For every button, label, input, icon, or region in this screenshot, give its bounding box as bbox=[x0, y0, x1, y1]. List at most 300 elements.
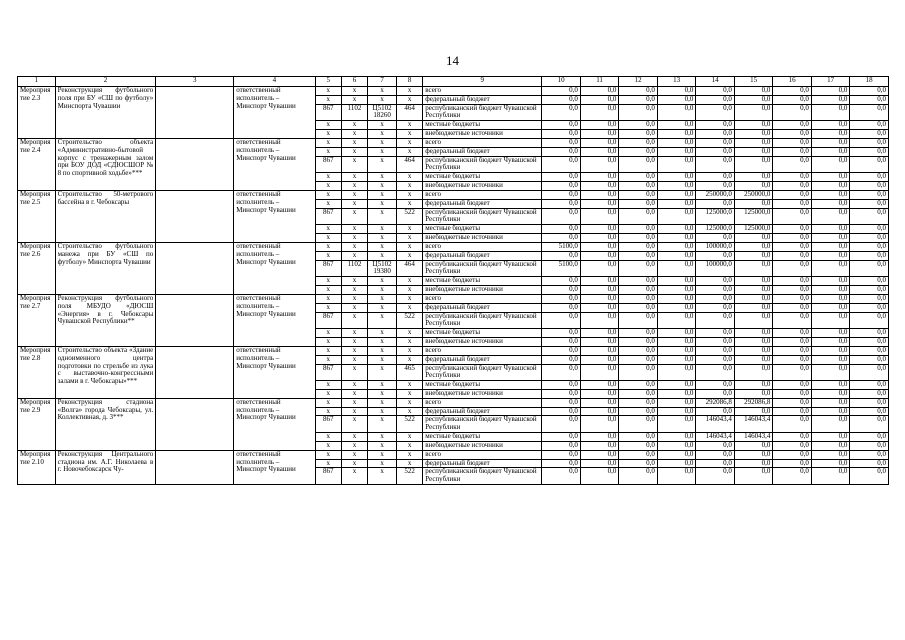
measure-name: Строительство объекта «Здание одноименного центра подготовки по стрельбе из лука с выставочно-конгрессными залами в г. Чебоксары»*** bbox=[55, 346, 156, 398]
funding-value: 0,0 bbox=[657, 312, 696, 329]
budget-code-c7: x bbox=[368, 381, 397, 390]
funding-value: 0,0 bbox=[542, 312, 581, 329]
funding-source: местные бюджеты bbox=[423, 121, 542, 130]
funding-value: 0,0 bbox=[580, 182, 619, 191]
budget-code-c8: 464 bbox=[397, 104, 423, 121]
funding-value: 292086,8 bbox=[696, 398, 735, 407]
funding-value: 0,0 bbox=[657, 277, 696, 286]
column-number: 18 bbox=[850, 77, 889, 87]
funding-value: 0,0 bbox=[773, 338, 812, 347]
budget-code-c5: x bbox=[315, 199, 341, 208]
funding-value: 0,0 bbox=[773, 459, 812, 468]
funding-value: 0,0 bbox=[542, 389, 581, 398]
funding-value: 0,0 bbox=[850, 303, 889, 312]
budget-code-c8: x bbox=[397, 355, 423, 364]
funding-value: 0,0 bbox=[850, 346, 889, 355]
funding-source: федеральный бюджет bbox=[423, 407, 542, 416]
funding-value: 0,0 bbox=[580, 121, 619, 130]
funding-value: 0,0 bbox=[696, 312, 735, 329]
budget-code-c8: x bbox=[397, 398, 423, 407]
funding-value: 0,0 bbox=[850, 156, 889, 173]
funding-value: 0,0 bbox=[734, 294, 773, 303]
funding-value: 0,0 bbox=[542, 225, 581, 234]
funding-value: 0,0 bbox=[811, 407, 850, 416]
funding-source: всего bbox=[423, 450, 542, 459]
funding-value: 0,0 bbox=[850, 459, 889, 468]
funding-source: республиканский бюджет Чувашской Республики bbox=[423, 312, 542, 329]
funding-value: 0,0 bbox=[619, 312, 658, 329]
table-row bbox=[18, 450, 889, 459]
column-number: 3 bbox=[156, 77, 234, 87]
budget-code-c5: 867 bbox=[315, 364, 341, 381]
funding-source: местные бюджеты bbox=[423, 329, 542, 338]
budget-code-c6: x bbox=[341, 329, 367, 338]
participant-cell bbox=[156, 294, 234, 346]
funding-value: 0,0 bbox=[542, 329, 581, 338]
funding-value: 146043,4 bbox=[696, 433, 735, 442]
funding-value: 0,0 bbox=[619, 130, 658, 139]
funding-value: 0,0 bbox=[657, 95, 696, 104]
participant-cell bbox=[156, 138, 234, 190]
budget-code-c6: x bbox=[341, 208, 367, 225]
funding-value: 0,0 bbox=[773, 87, 812, 96]
funding-value: 0,0 bbox=[850, 450, 889, 459]
funding-value: 0,0 bbox=[850, 312, 889, 329]
funding-value: 0,0 bbox=[619, 416, 658, 433]
budget-code-c6: x bbox=[341, 251, 367, 260]
budget-code-c7: x bbox=[368, 294, 397, 303]
funding-value: 0,0 bbox=[580, 234, 619, 243]
funding-value: 0,0 bbox=[811, 173, 850, 182]
funding-value: 0,0 bbox=[811, 459, 850, 468]
measure-id: Мероприятие 2.9 bbox=[18, 398, 56, 450]
funding-value: 0,0 bbox=[619, 459, 658, 468]
budget-code-c5: x bbox=[315, 251, 341, 260]
funding-value: 0,0 bbox=[580, 303, 619, 312]
funding-value: 0,0 bbox=[773, 173, 812, 182]
executor-org: Минспорт Чувашии bbox=[236, 413, 296, 422]
funding-value: 0,0 bbox=[811, 450, 850, 459]
funding-value: 0,0 bbox=[657, 173, 696, 182]
funding-value: 0,0 bbox=[734, 251, 773, 260]
funding-value: 0,0 bbox=[542, 407, 581, 416]
executor-org: Минспорт Чувашии bbox=[236, 465, 296, 474]
funding-value: 0,0 bbox=[850, 407, 889, 416]
executor-org: Минспорт Чувашии bbox=[236, 101, 296, 110]
funding-value: 0,0 bbox=[657, 355, 696, 364]
funding-value: 0,0 bbox=[850, 208, 889, 225]
funding-source: местные бюджеты bbox=[423, 277, 542, 286]
funding-value: 0,0 bbox=[850, 441, 889, 450]
budget-code-c6: x bbox=[341, 407, 367, 416]
executor-org: Минспорт Чувашии bbox=[236, 153, 296, 162]
funding-value: 0,0 bbox=[734, 346, 773, 355]
funding-value: 0,0 bbox=[850, 87, 889, 96]
budget-code-c6: x bbox=[341, 242, 367, 251]
budget-code-c7: Ц5102 19380 bbox=[368, 260, 397, 277]
funding-value: 0,0 bbox=[850, 277, 889, 286]
funding-value: 0,0 bbox=[696, 147, 735, 156]
budget-code-c5: x bbox=[315, 294, 341, 303]
funding-value: 0,0 bbox=[619, 441, 658, 450]
funding-value: 0,0 bbox=[657, 208, 696, 225]
funding-value: 0,0 bbox=[734, 182, 773, 191]
budget-code-c8: x bbox=[397, 441, 423, 450]
funding-value: 0,0 bbox=[696, 156, 735, 173]
funding-value: 0,0 bbox=[619, 303, 658, 312]
budget-code-c7: x bbox=[368, 147, 397, 156]
funding-value: 0,0 bbox=[734, 138, 773, 147]
funding-value: 0,0 bbox=[580, 156, 619, 173]
funding-value: 0,0 bbox=[619, 286, 658, 295]
funding-source: федеральный бюджет bbox=[423, 147, 542, 156]
column-number: 5 bbox=[315, 77, 341, 87]
funding-value: 0,0 bbox=[542, 398, 581, 407]
measure-id: Мероприятие 2.3 bbox=[18, 87, 56, 139]
measure-id: Мероприятие 2.6 bbox=[18, 242, 56, 294]
funding-value: 0,0 bbox=[580, 441, 619, 450]
funding-value: 0,0 bbox=[619, 277, 658, 286]
budget-code-c5: x bbox=[315, 95, 341, 104]
executor-cell bbox=[234, 242, 315, 294]
funding-value: 0,0 bbox=[850, 329, 889, 338]
budget-code-c5: 867 bbox=[315, 104, 341, 121]
budget-code-c7: x bbox=[368, 364, 397, 381]
budget-code-c7: x bbox=[368, 407, 397, 416]
funding-value: 0,0 bbox=[580, 355, 619, 364]
funding-value: 0,0 bbox=[850, 138, 889, 147]
funding-value: 0,0 bbox=[619, 225, 658, 234]
executor-role: ответственный исполнитель – bbox=[236, 450, 281, 466]
funding-value: 0,0 bbox=[811, 381, 850, 390]
column-number: 9 bbox=[423, 77, 542, 87]
column-number: 15 bbox=[734, 77, 773, 87]
funding-source: федеральный бюджет bbox=[423, 303, 542, 312]
funding-value: 0,0 bbox=[696, 468, 735, 485]
funding-value: 0,0 bbox=[580, 87, 619, 96]
funding-value: 0,0 bbox=[619, 95, 658, 104]
funding-value: 0,0 bbox=[734, 364, 773, 381]
funding-value: 0,0 bbox=[811, 130, 850, 139]
budget-code-c5: x bbox=[315, 138, 341, 147]
funding-value: 0,0 bbox=[619, 338, 658, 347]
budget-code-c6: x bbox=[341, 398, 367, 407]
budget-code-c8: x bbox=[397, 234, 423, 243]
budget-code-c8: x bbox=[397, 242, 423, 251]
funding-source: внебюджетные источники bbox=[423, 234, 542, 243]
funding-value: 0,0 bbox=[773, 182, 812, 191]
funding-value: 0,0 bbox=[773, 329, 812, 338]
measure-name: Реконструкция футбольного поля МБУДО «ДЮСШ «Энергия» в г. Чебоксары Чувашской Республики** bbox=[55, 294, 156, 346]
budget-code-c8: x bbox=[397, 381, 423, 390]
funding-value: 0,0 bbox=[619, 346, 658, 355]
funding-value: 0,0 bbox=[619, 398, 658, 407]
executor-role: ответственный исполнитель – bbox=[236, 346, 281, 362]
funding-value: 0,0 bbox=[657, 329, 696, 338]
funding-value: 0,0 bbox=[657, 398, 696, 407]
column-number: 8 bbox=[397, 77, 423, 87]
budget-code-c8: x bbox=[397, 294, 423, 303]
funding-value: 0,0 bbox=[580, 138, 619, 147]
funding-value: 0,0 bbox=[850, 225, 889, 234]
budget-code-c6: x bbox=[341, 277, 367, 286]
executor-cell bbox=[234, 398, 315, 450]
funding-value: 0,0 bbox=[850, 355, 889, 364]
funding-value: 0,0 bbox=[850, 286, 889, 295]
funding-value: 0,0 bbox=[580, 459, 619, 468]
column-number: 13 bbox=[657, 77, 696, 87]
budget-code-c7: x bbox=[368, 208, 397, 225]
funding-source: местные бюджеты bbox=[423, 381, 542, 390]
budget-code-c6: x bbox=[341, 121, 367, 130]
funding-value: 0,0 bbox=[811, 182, 850, 191]
funding-value: 0,0 bbox=[773, 468, 812, 485]
budget-code-c8: x bbox=[397, 450, 423, 459]
funding-value: 0,0 bbox=[773, 450, 812, 459]
funding-source: федеральный бюджет bbox=[423, 355, 542, 364]
budget-code-c6: x bbox=[341, 286, 367, 295]
funding-source: республиканский бюджет Чувашской Республики bbox=[423, 104, 542, 121]
funding-source: всего bbox=[423, 190, 542, 199]
funding-source: республиканский бюджет Чувашской Республики bbox=[423, 468, 542, 485]
budget-code-c6: x bbox=[341, 312, 367, 329]
funding-value: 0,0 bbox=[696, 104, 735, 121]
funding-value: 0,0 bbox=[619, 208, 658, 225]
funding-source: всего bbox=[423, 346, 542, 355]
executor-org: Минспорт Чувашии bbox=[236, 361, 296, 370]
budget-code-c5: 867 bbox=[315, 208, 341, 225]
budget-code-c7: x bbox=[368, 121, 397, 130]
funding-value: 0,0 bbox=[696, 277, 735, 286]
funding-value: 0,0 bbox=[542, 355, 581, 364]
funding-value: 0,0 bbox=[850, 433, 889, 442]
funding-value: 0,0 bbox=[811, 468, 850, 485]
table-row bbox=[18, 190, 889, 199]
funding-value: 0,0 bbox=[696, 138, 735, 147]
funding-value: 0,0 bbox=[850, 121, 889, 130]
funding-source: внебюджетные источники bbox=[423, 389, 542, 398]
funding-source: федеральный бюджет bbox=[423, 199, 542, 208]
budget-code-c7: Ц5102 18260 bbox=[368, 104, 397, 121]
funding-value: 0,0 bbox=[811, 355, 850, 364]
funding-value: 0,0 bbox=[773, 130, 812, 139]
budget-code-c7: x bbox=[368, 329, 397, 338]
budget-code-c6: x bbox=[341, 234, 367, 243]
funding-value: 0,0 bbox=[696, 182, 735, 191]
column-number: 2 bbox=[55, 77, 156, 87]
funding-value: 0,0 bbox=[773, 312, 812, 329]
funding-source: местные бюджеты bbox=[423, 173, 542, 182]
funding-value: 0,0 bbox=[580, 251, 619, 260]
executor-role: ответственный исполнитель – bbox=[236, 242, 281, 258]
funding-value: 0,0 bbox=[811, 286, 850, 295]
budget-code-c7: x bbox=[368, 389, 397, 398]
funding-value: 0,0 bbox=[696, 286, 735, 295]
funding-source: республиканский бюджет Чувашской Республики bbox=[423, 364, 542, 381]
table-row bbox=[18, 294, 889, 303]
budget-code-c7: x bbox=[368, 87, 397, 96]
budget-code-c6: x bbox=[341, 338, 367, 347]
funding-value: 0,0 bbox=[542, 173, 581, 182]
funding-value: 0,0 bbox=[811, 389, 850, 398]
budget-code-c5: x bbox=[315, 173, 341, 182]
funding-value: 0,0 bbox=[811, 260, 850, 277]
funding-value: 0,0 bbox=[734, 121, 773, 130]
funding-value: 0,0 bbox=[580, 346, 619, 355]
funding-value: 0,0 bbox=[734, 450, 773, 459]
funding-source: всего bbox=[423, 87, 542, 96]
funding-value: 0,0 bbox=[696, 294, 735, 303]
funding-value: 0,0 bbox=[542, 346, 581, 355]
funding-value: 0,0 bbox=[542, 294, 581, 303]
funding-value: 292086,8 bbox=[734, 398, 773, 407]
measure-id: Мероприятие 2.7 bbox=[18, 294, 56, 346]
funding-value: 0,0 bbox=[580, 468, 619, 485]
budget-code-c7: x bbox=[368, 199, 397, 208]
funding-value: 0,0 bbox=[734, 173, 773, 182]
budget-code-c6: x bbox=[341, 294, 367, 303]
funding-value: 0,0 bbox=[734, 459, 773, 468]
funding-source: внебюджетные источники bbox=[423, 441, 542, 450]
funding-value: 0,0 bbox=[619, 156, 658, 173]
funding-value: 0,0 bbox=[850, 416, 889, 433]
funding-value: 0,0 bbox=[657, 138, 696, 147]
funding-value: 0,0 bbox=[811, 147, 850, 156]
funding-value: 0,0 bbox=[619, 121, 658, 130]
funding-value: 0,0 bbox=[811, 338, 850, 347]
funding-value: 0,0 bbox=[773, 95, 812, 104]
funding-value: 0,0 bbox=[542, 338, 581, 347]
funding-value: 0,0 bbox=[619, 147, 658, 156]
funding-value: 0,0 bbox=[811, 225, 850, 234]
funding-value: 0,0 bbox=[734, 277, 773, 286]
funding-value: 0,0 bbox=[811, 208, 850, 225]
funding-value: 125000,0 bbox=[734, 208, 773, 225]
funding-value: 0,0 bbox=[696, 459, 735, 468]
budget-code-c5: x bbox=[315, 182, 341, 191]
funding-value: 0,0 bbox=[580, 104, 619, 121]
budget-code-c8: 465 bbox=[397, 364, 423, 381]
budget-code-c5: x bbox=[315, 87, 341, 96]
funding-value: 0,0 bbox=[619, 173, 658, 182]
table-row bbox=[18, 87, 889, 96]
funding-value: 0,0 bbox=[542, 190, 581, 199]
executor-role: ответственный исполнитель – bbox=[236, 398, 281, 414]
measure-name: Строительство футбольного манежа при БУ «СШ по футболу» Минспорта Чувашии bbox=[55, 242, 156, 294]
budget-code-c6: x bbox=[341, 182, 367, 191]
budget-code-c7: x bbox=[368, 242, 397, 251]
executor-cell bbox=[234, 294, 315, 346]
funding-source: всего bbox=[423, 138, 542, 147]
budget-code-c6: x bbox=[341, 303, 367, 312]
funding-value: 0,0 bbox=[773, 277, 812, 286]
funding-value: 0,0 bbox=[696, 338, 735, 347]
funding-value: 0,0 bbox=[734, 242, 773, 251]
funding-source: республиканский бюджет Чувашской Республики bbox=[423, 208, 542, 225]
funding-value: 0,0 bbox=[734, 87, 773, 96]
participant-cell bbox=[156, 87, 234, 139]
funding-value: 0,0 bbox=[619, 364, 658, 381]
budget-code-c8: x bbox=[397, 147, 423, 156]
budget-code-c6: x bbox=[341, 355, 367, 364]
funding-value: 0,0 bbox=[657, 130, 696, 139]
funding-value: 0,0 bbox=[734, 104, 773, 121]
funding-value: 0,0 bbox=[657, 389, 696, 398]
funding-value: 0,0 bbox=[734, 355, 773, 364]
budget-code-c8: 522 bbox=[397, 468, 423, 485]
budget-code-c6: x bbox=[341, 190, 367, 199]
funding-value: 0,0 bbox=[773, 286, 812, 295]
funding-value: 0,0 bbox=[580, 277, 619, 286]
measure-id: Мероприятие 2.4 bbox=[18, 138, 56, 190]
funding-value: 0,0 bbox=[850, 381, 889, 390]
participant-cell bbox=[156, 450, 234, 484]
funding-value: 0,0 bbox=[542, 286, 581, 295]
budget-code-c8: x bbox=[397, 338, 423, 347]
funding-value: 0,0 bbox=[657, 381, 696, 390]
budget-code-c7: x bbox=[368, 225, 397, 234]
funding-value: 0,0 bbox=[696, 346, 735, 355]
funding-value: 0,0 bbox=[773, 260, 812, 277]
funding-value: 0,0 bbox=[580, 173, 619, 182]
funding-value: 0,0 bbox=[542, 147, 581, 156]
funding-value: 0,0 bbox=[696, 329, 735, 338]
table-row bbox=[18, 346, 889, 355]
funding-value: 0,0 bbox=[811, 312, 850, 329]
budget-code-c6: x bbox=[341, 364, 367, 381]
participant-cell bbox=[156, 398, 234, 450]
measure-id: Мероприятие 2.5 bbox=[18, 190, 56, 242]
budget-code-c5: x bbox=[315, 147, 341, 156]
budget-code-c8: x bbox=[397, 346, 423, 355]
budget-code-c8: x bbox=[397, 251, 423, 260]
budget-code-c7: x bbox=[368, 416, 397, 433]
funding-value: 0,0 bbox=[696, 95, 735, 104]
funding-value: 0,0 bbox=[773, 147, 812, 156]
budget-code-c5: x bbox=[315, 407, 341, 416]
column-number: 12 bbox=[619, 77, 658, 87]
budget-table bbox=[17, 76, 889, 485]
funding-value: 0,0 bbox=[734, 95, 773, 104]
funding-value: 0,0 bbox=[773, 234, 812, 243]
funding-value: 0,0 bbox=[619, 381, 658, 390]
funding-value: 0,0 bbox=[657, 104, 696, 121]
funding-value: 0,0 bbox=[542, 251, 581, 260]
column-number: 17 bbox=[811, 77, 850, 87]
budget-code-c5: x bbox=[315, 303, 341, 312]
funding-value: 0,0 bbox=[580, 225, 619, 234]
budget-code-c8: x bbox=[397, 95, 423, 104]
funding-value: 0,0 bbox=[580, 199, 619, 208]
funding-value: 0,0 bbox=[619, 389, 658, 398]
budget-code-c8: 464 bbox=[397, 156, 423, 173]
executor-cell bbox=[234, 450, 315, 484]
column-number: 1 bbox=[18, 77, 56, 87]
measure-name: Строительство 50-метрового бассейна в г. Чебоксары bbox=[55, 190, 156, 242]
funding-value: 0,0 bbox=[580, 95, 619, 104]
funding-value: 0,0 bbox=[619, 468, 658, 485]
budget-code-c7: x bbox=[368, 234, 397, 243]
funding-value: 0,0 bbox=[734, 147, 773, 156]
funding-value: 0,0 bbox=[811, 242, 850, 251]
column-number: 14 bbox=[696, 77, 735, 87]
budget-code-c5: x bbox=[315, 242, 341, 251]
budget-code-c5: 867 bbox=[315, 312, 341, 329]
budget-code-c6: x bbox=[341, 416, 367, 433]
funding-value: 0,0 bbox=[850, 242, 889, 251]
funding-value: 0,0 bbox=[619, 329, 658, 338]
funding-source: республиканский бюджет Чувашской Республики bbox=[423, 416, 542, 433]
